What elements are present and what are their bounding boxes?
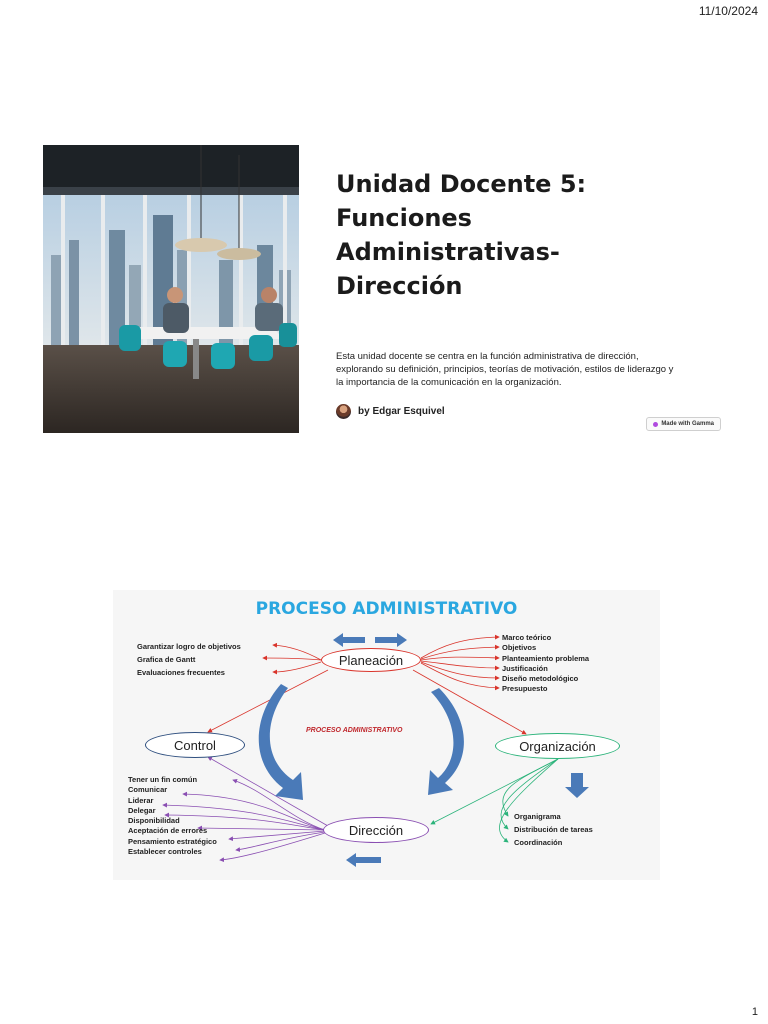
author-line bbox=[336, 404, 445, 419]
list-item: Establecer controles bbox=[128, 847, 202, 857]
slide-title bbox=[336, 167, 716, 303]
list-item: Tener un fin común bbox=[128, 775, 198, 784]
list-item: Grafica de Gantt bbox=[137, 655, 196, 664]
node-control: Control bbox=[145, 732, 245, 758]
author-name: by Edgar Esquivel bbox=[358, 406, 445, 417]
list-item: Evaluaciones frecuentes bbox=[137, 668, 225, 677]
left-arrow-icon bbox=[346, 853, 381, 867]
list-item: Delegar bbox=[128, 805, 156, 815]
list-item: Presupuesto bbox=[502, 684, 548, 694]
list-item: Justificación bbox=[502, 663, 548, 673]
list-item: Objetivos bbox=[502, 643, 537, 653]
cycle-arrow-right-icon bbox=[428, 688, 464, 795]
list-item: Pensamiento estratégico bbox=[128, 836, 217, 846]
title-line-1: Unidad Docente 5: bbox=[336, 170, 587, 198]
direccion-items-list bbox=[128, 775, 217, 857]
title-slide bbox=[43, 145, 725, 433]
author-avatar-icon bbox=[336, 404, 351, 419]
gamma-logo-icon bbox=[653, 422, 658, 427]
down-arrow-icon bbox=[565, 773, 589, 798]
node-direccion: Dirección bbox=[323, 817, 429, 843]
title-line-4: Dirección bbox=[336, 272, 463, 300]
organizacion-items-list bbox=[514, 810, 593, 849]
title-line-2: Funciones bbox=[336, 204, 472, 232]
badge-label: Made with Gamma bbox=[661, 421, 714, 427]
double-arrow-icon bbox=[333, 633, 407, 647]
diagram-title: PROCESO ADMINISTRATIVO bbox=[255, 599, 518, 619]
list-item: Comunicar bbox=[128, 785, 168, 795]
list-item: Coordinación bbox=[514, 838, 563, 847]
list-item: Distribución de tareas bbox=[514, 825, 593, 834]
header-date: 11/10/2024 bbox=[698, 4, 758, 18]
cycle-arrow-left-icon bbox=[259, 684, 303, 800]
meeting-room-photo bbox=[43, 145, 299, 433]
administrative-process-diagram bbox=[113, 590, 660, 880]
list-item: Organigrama bbox=[514, 812, 561, 821]
list-item: Garantizar logro de objetivos bbox=[137, 642, 241, 651]
node-organizacion: Organización bbox=[495, 733, 620, 759]
page-number: 1 bbox=[751, 1006, 758, 1018]
center-label: PROCESO ADMINISTRATIVO bbox=[306, 727, 403, 734]
control-items-list bbox=[137, 640, 241, 679]
list-item: Aceptación de errores bbox=[128, 826, 208, 836]
node-planeacion: Planeación bbox=[321, 648, 421, 672]
list-item: Diseño metodológico bbox=[502, 674, 579, 684]
slide-description: Esta unidad docente se centra en la función administrativa de dirección, explorando su definición, principios, teorías de motivación, estilos de liderazgo y la importancia de la comunicación en la organización. bbox=[336, 351, 674, 388]
title-line-3: Administrativas- bbox=[336, 238, 560, 266]
list-item: Marco teórico bbox=[502, 633, 552, 642]
list-item: Disponibilidad bbox=[128, 816, 180, 826]
list-item: Planteamiento problema bbox=[502, 653, 590, 663]
planeacion-items-list bbox=[502, 633, 589, 695]
made-with-gamma-badge[interactable] bbox=[646, 417, 721, 431]
list-item: Liderar bbox=[128, 795, 154, 805]
